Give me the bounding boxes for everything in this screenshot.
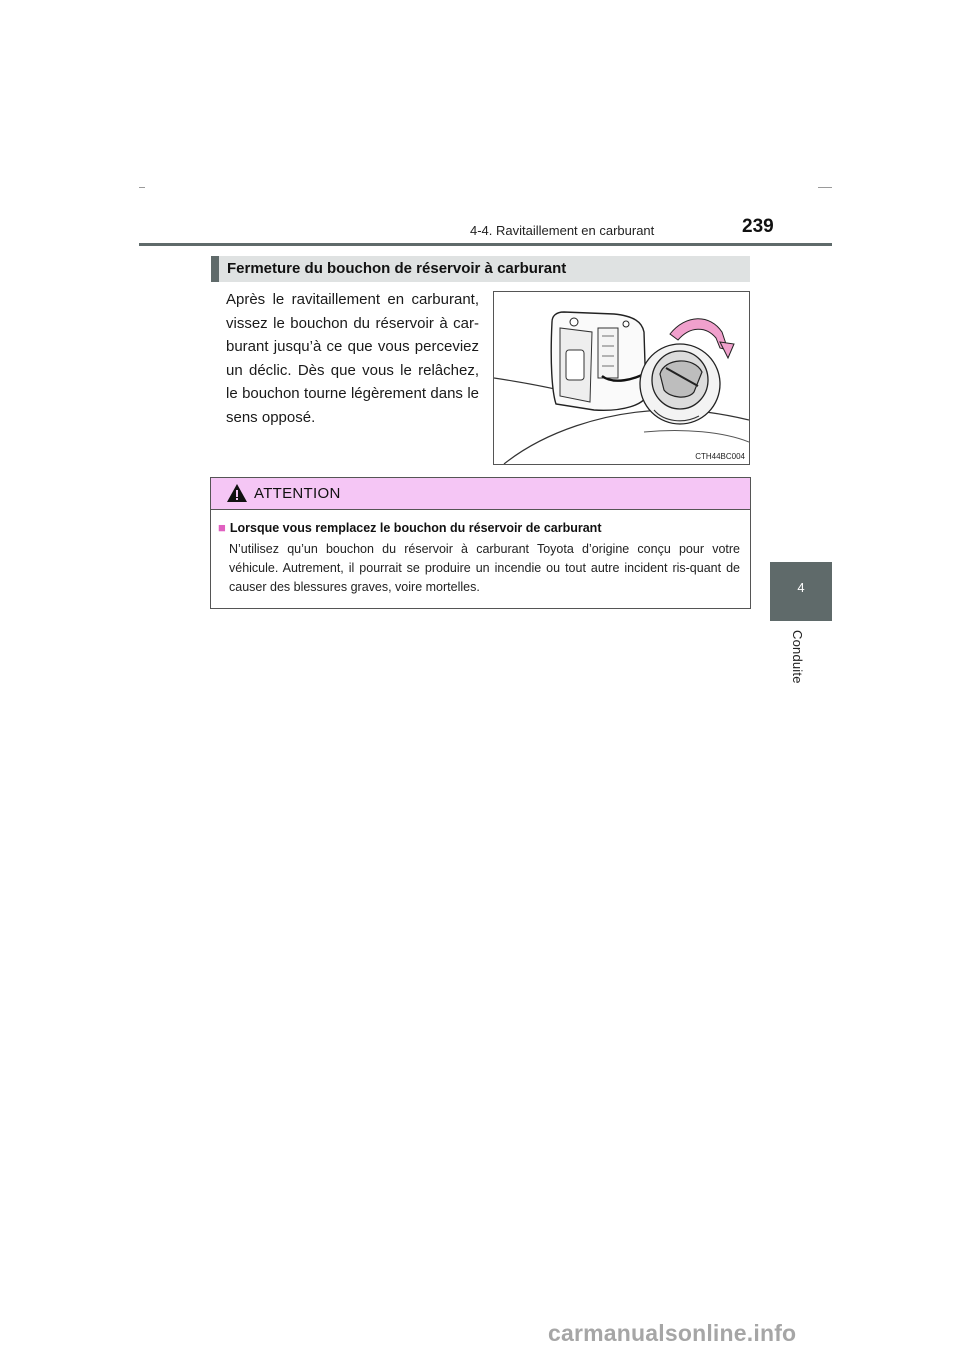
page-number: 239	[742, 216, 774, 237]
warning-item-body: N’utilisez qu’un bouchon du réservoir à carburant Toyota d’origine conçu pour votre véhicule. Autrement, il pourrait se produire un incendie ou tout autre incident ris-quant de causer des blessures graves, voire mortelles.	[229, 542, 740, 594]
fuel-door-drawing	[494, 292, 749, 464]
header-section-title: 4-4. Ravitaillement en carburant	[470, 223, 655, 238]
section-heading: Fermeture du bouchon de réservoir à carburant	[211, 256, 750, 282]
warning-item-title: Lorsque vous remplacez le bouchon du réservoir de carburant	[229, 521, 602, 535]
warning-triangle-icon	[226, 483, 248, 503]
chapter-number: 4	[797, 580, 805, 595]
warning-title: ATTENTION	[254, 485, 341, 502]
warning-box	[210, 477, 751, 609]
header-rule	[139, 243, 832, 246]
crop-mark-right	[818, 187, 832, 188]
warning-item-heading	[218, 520, 740, 535]
fuel-cap-illustration	[493, 291, 750, 465]
square-bullet-icon: ■	[218, 520, 226, 535]
watermark: carmanualsonline.info	[548, 1320, 797, 1346]
chapter-tab	[770, 562, 832, 621]
crop-mark-left	[139, 187, 145, 188]
section-body-text: Après le ravitaillement en carburant, vissez le bouchon du réservoir à car-burant jusqu’à ce que vous perceviez un déclic. Dès que vous le relâchez, le bouchon tourne légèrement dans le sens opposé.	[226, 291, 479, 426]
figure-code: CTH44BC004	[695, 452, 745, 461]
warning-item	[218, 520, 740, 597]
warning-header	[211, 478, 750, 510]
chapter-label: Conduite	[790, 630, 805, 684]
